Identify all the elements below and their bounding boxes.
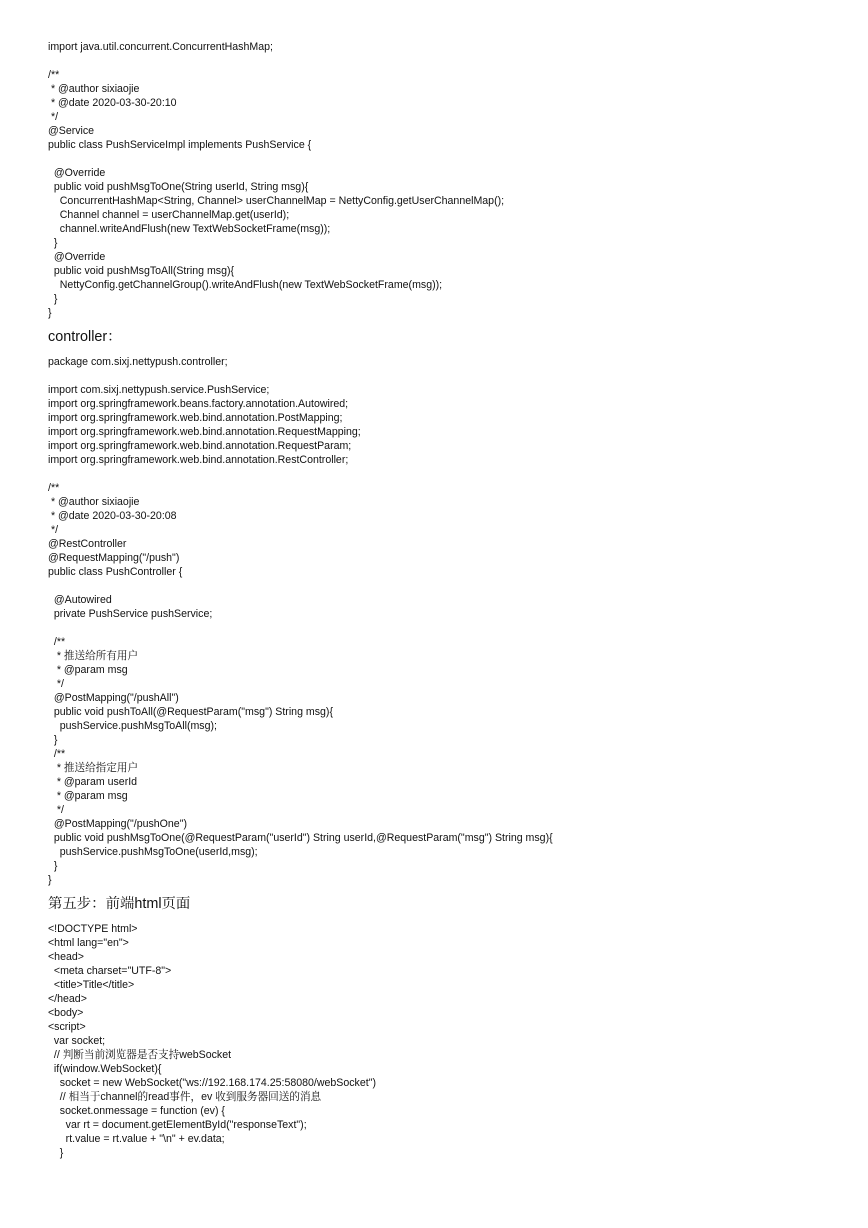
section-heading: controller： — [48, 329, 122, 345]
code-line: if(window.WebSocket){ — [48, 1063, 162, 1075]
code-line: <!DOCTYPE html> — [48, 923, 138, 935]
code-line: rt.value = rt.value + "\n" + ev.data; — [48, 1133, 225, 1145]
code-line: public class PushController { — [48, 566, 183, 578]
code-line: @Override — [48, 251, 106, 263]
code-line: * @param msg — [48, 790, 128, 802]
code-line: pushService.pushMsgToOne(userId,msg); — [48, 846, 258, 858]
code-line: } — [48, 734, 58, 746]
code-line — [48, 467, 848, 481]
code-block — [48, 40, 848, 320]
code-line: import org.springframework.web.bind.annotation.PostMapping; — [48, 412, 343, 424]
code-line: @PostMapping("/pushOne") — [48, 818, 187, 830]
code-line: * @param msg — [48, 664, 128, 676]
code-line: import org.springframework.web.bind.annotation.RequestMapping; — [48, 426, 361, 438]
code-line: ConcurrentHashMap<String, Channel> userChannelMap = NettyConfig.getUserChannelMap(); — [48, 195, 505, 207]
code-line: import org.springframework.web.bind.annotation.RequestParam; — [48, 440, 352, 452]
code-line: */ — [48, 678, 64, 690]
code-line: <body> — [48, 1007, 84, 1019]
code-line: channel.writeAndFlush(new TextWebSocketFrame(msg)); — [48, 223, 331, 235]
code-line: var rt = document.getElementById("responseText"); — [48, 1119, 307, 1131]
code-line: } — [48, 860, 58, 872]
code-line: <head> — [48, 951, 84, 963]
code-line: socket = new WebSocket("ws://192.168.174.25:58080/webSocket") — [48, 1077, 376, 1089]
code-line: import org.springframework.beans.factory.annotation.Autowired; — [48, 398, 349, 410]
code-line: } — [48, 1147, 64, 1159]
code-line: * @author sixiaojie — [48, 83, 140, 95]
code-line: pushService.pushMsgToAll(msg); — [48, 720, 217, 732]
code-line: @RequestMapping("/push") — [48, 552, 180, 564]
code-line: @Service — [48, 125, 95, 137]
code-line — [48, 369, 848, 383]
code-line: public void pushToAll(@RequestParam("msg") String msg){ — [48, 706, 333, 718]
code-line: // 相当于channel的read事件，ev 收到服务器回送的消息 — [48, 1091, 322, 1103]
code-line — [48, 152, 848, 166]
code-line: package com.sixj.nettypush.controller; — [48, 356, 228, 368]
code-line: */ — [48, 111, 59, 123]
code-line: public void pushMsgToOne(@RequestParam("userId") String userId,@RequestParam("msg") String msg){ — [48, 832, 553, 844]
code-line: * 推送给所有用户 — [48, 650, 139, 662]
code-line: private PushService pushService; — [48, 608, 213, 620]
code-line: <html lang="en"> — [48, 937, 129, 949]
code-line: /** — [48, 748, 66, 760]
code-line: */ — [48, 804, 64, 816]
code-line: // 判断当前浏览器是否支持webSocket — [48, 1049, 232, 1061]
code-line: /** — [48, 482, 60, 494]
code-line: import com.sixj.nettypush.service.PushService; — [48, 384, 270, 396]
code-line: /** — [48, 636, 66, 648]
code-block — [48, 922, 848, 1160]
code-line: * @date 2020-03-30-20:08 — [48, 510, 177, 522]
code-block — [48, 355, 848, 887]
code-line: import org.springframework.web.bind.annotation.RestController; — [48, 454, 349, 466]
code-line: NettyConfig.getChannelGroup().writeAndFlush(new TextWebSocketFrame(msg)); — [48, 279, 443, 291]
code-line: * @date 2020-03-30-20:10 — [48, 97, 177, 109]
code-line: <meta charset="UTF-8"> — [48, 965, 172, 977]
code-line: /** — [48, 69, 60, 81]
code-line: * 推送给指定用户 — [48, 762, 139, 774]
code-line: * @author sixiaojie — [48, 496, 140, 508]
code-line: @Override — [48, 167, 106, 179]
code-line: <title>Title</title> — [48, 979, 135, 991]
code-line: public void pushMsgToAll(String msg){ — [48, 265, 235, 277]
code-line: <script> — [48, 1021, 86, 1033]
code-line: socket.onmessage = function (ev) { — [48, 1105, 225, 1117]
code-line: var socket; — [48, 1035, 106, 1047]
code-line — [48, 579, 848, 593]
section-heading: 第五步：前端html页面 — [48, 896, 191, 912]
code-line: import java.util.concurrent.ConcurrentHashMap; — [48, 41, 273, 53]
code-line: </head> — [48, 993, 87, 1005]
code-line: @Autowired — [48, 594, 112, 606]
code-line: @PostMapping("/pushAll") — [48, 692, 179, 704]
code-line: */ — [48, 524, 59, 536]
code-line: Channel channel = userChannelMap.get(userId); — [48, 209, 290, 221]
code-line: } — [48, 293, 58, 305]
document-page — [48, 40, 848, 1160]
code-line: public class PushServiceImpl implements PushService { — [48, 139, 312, 151]
code-line: public void pushMsgToOne(String userId, String msg){ — [48, 181, 309, 193]
code-line: * @param userId — [48, 776, 138, 788]
code-line — [48, 54, 848, 68]
code-line: } — [48, 874, 52, 886]
code-line: @RestController — [48, 538, 127, 550]
code-line: } — [48, 307, 52, 319]
code-line: } — [48, 237, 58, 249]
code-line — [48, 621, 848, 635]
